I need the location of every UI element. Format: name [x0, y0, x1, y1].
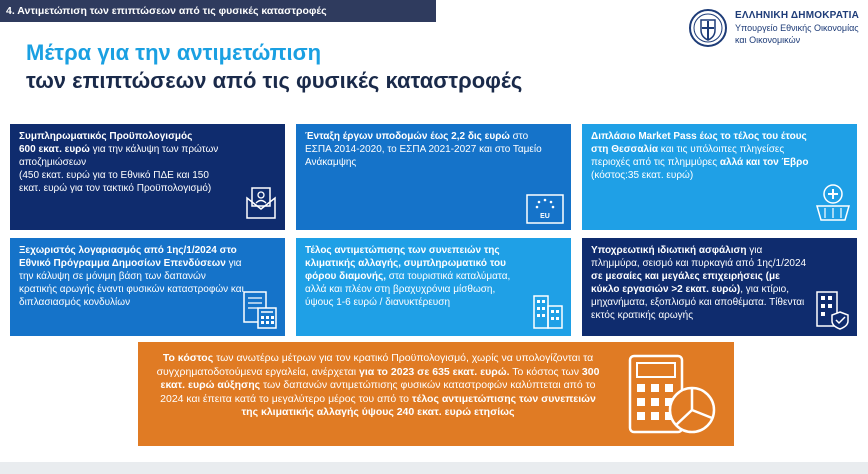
card-6-text-1: για πλημμύρα, σεισμό και πυρκαγιά από 1ης/1/2024 — [591, 245, 807, 269]
cost-bold-3: 300 εκατ. ευρώ αύξησης — [160, 365, 600, 391]
calculator-pie-chart-icon — [626, 352, 720, 438]
card-3-text-1: και τις υπόλοιπες πληγείσες περιοχές από τις πλημμύρες — [591, 144, 785, 168]
cost-text-3: των δαπανών αντιμετώπισης φυσικών καταστροφών καλύπτεται από το 2024 και έπειτα κατά το μεγαλύτερο μέρος του από το — [160, 379, 596, 405]
medical-basket-icon — [814, 182, 852, 222]
card-1-bold-2: 600 εκατ. ευρώ — [19, 144, 90, 155]
card-4-text-1: για την κάλυψη σε μόνιμη βάση των δαπανών κρατικής αρωγής έναντι φυσικών καταστροφών και διπλασιασμός κονδυλίων — [19, 258, 244, 308]
card-infrastructure-espa — [296, 124, 571, 230]
page-title-line-2: των επιπτώσεων από τις φυσικές καταστροφές — [26, 68, 523, 93]
card-market-pass — [582, 124, 857, 230]
card-separate-account — [10, 238, 285, 336]
cost-text-1: των ανωτέρω μέτρων για τον κρατικό Προϋπολογισμό, χωρίς να υπολογίζονται τα συγχρηματοδοτούμενα εργαλεία, ανέρχεται — [156, 352, 594, 378]
card-3-bold-2: αλλά και τον Έβρο — [719, 157, 809, 168]
card-1-bold-1: Συμπληρωματικός Προϋπολογισμός — [19, 131, 193, 142]
cost-bold-4: τέλος αντιμετώπισης των συνεπειών της κλιματικής αλλαγής ύψους 240 εκατ. ευρώ ετησίως — [241, 392, 596, 418]
ministry-line-2: και Οικονομικών — [735, 35, 801, 45]
page-title-line-1: Μέτρα για την αντιμετώπιση — [26, 40, 322, 65]
card-1-text-1: για την κάλυψη των πρώτων αποζημιώσεων — [19, 144, 219, 168]
card-5-text-1: στα τουριστικά καταλύματα, αλλά και πλέον στη βραχυχρόνια μίσθωση, ύψους 1-6 ευρώ / διανυκτέρευση — [305, 271, 511, 308]
eu-flag-icon — [526, 194, 564, 224]
cost-summary-box — [138, 342, 734, 446]
card-2-bold-1: Ένταξη έργων υποδομών έως 2,2 δις ευρώ — [305, 131, 510, 142]
section-header-bar — [0, 0, 436, 22]
card-mandatory-insurance — [582, 238, 857, 336]
card-1-text-2: (450 εκατ. ευρώ για το Εθνικό ΠΔΕ και 150 εκατ. ευρώ για τον τακτικό Προϋπολογισμό) — [19, 170, 212, 194]
payment-envelope-icon — [244, 186, 278, 222]
card-2-text-1: στο ΕΣΠΑ 2014-2020, το ΕΣΠΑ 2021-2027 και στο Ταμείο Ανάκαμψης — [305, 131, 542, 168]
insured-building-icon — [814, 288, 852, 330]
buildings-icon — [530, 290, 566, 330]
card-6-bold-2: σε μεσαίες και μεγάλες επιχειρήσεις (με κύκλο εργασιών >2 εκατ. ευρώ) — [591, 271, 780, 295]
section-header-text: 4. Αντιμετώπιση των επιπτώσεων από τις φυσικές καταστροφές — [6, 5, 327, 17]
card-6-bold-1: Υποχρεωτική ιδιωτική ασφάλιση — [591, 245, 747, 256]
cost-bold-2: για το 2023 σε 635 εκατ. ευρώ. — [359, 365, 510, 378]
cost-text-2: Το κόστος των — [509, 365, 582, 378]
ministry-logo-text — [735, 10, 863, 46]
calculator-document-icon — [242, 290, 278, 330]
card-5-bold-1: Τέλος αντιμετώπισης των συνεπειών της κλιματικής αλλαγής, συμπληρωματικό του φόρου διαμονής, — [305, 245, 506, 282]
card-supplementary-budget — [10, 124, 285, 230]
video-bottom-strip — [0, 462, 868, 474]
card-climate-fee — [296, 238, 571, 336]
eu-badge-text: EU — [540, 213, 550, 220]
ministry-line-1: Υπουργείο Εθνικής Οικονομίας — [735, 23, 859, 33]
card-3-bold-1: Διπλάσιο Market Pass έως το τέλος του έτους στη Θεσσαλία — [591, 131, 807, 155]
org-name: ΕΛΛΗΝΙΚΗ ΔΗΜΟΚΡΑΤΙΑ — [735, 10, 860, 21]
greek-emblem-icon — [688, 8, 728, 48]
cost-bold-1: Το κόστος — [162, 352, 214, 364]
card-6-text-2: , για κτίριο, μηχανήματα, εξοπλισμό και αποθέματα. Τίθενται εκτός κρατικής αρωγής — [591, 284, 805, 321]
card-3-text-2: (κόστος:35 εκατ. ευρώ) — [591, 170, 694, 181]
card-4-bold-1: Ξεχωριστός λογαριασμός από 1ης/1/2024 στο Εθνικό Πρόγραμμα Δημοσίων Επενδύσεων — [19, 245, 237, 269]
